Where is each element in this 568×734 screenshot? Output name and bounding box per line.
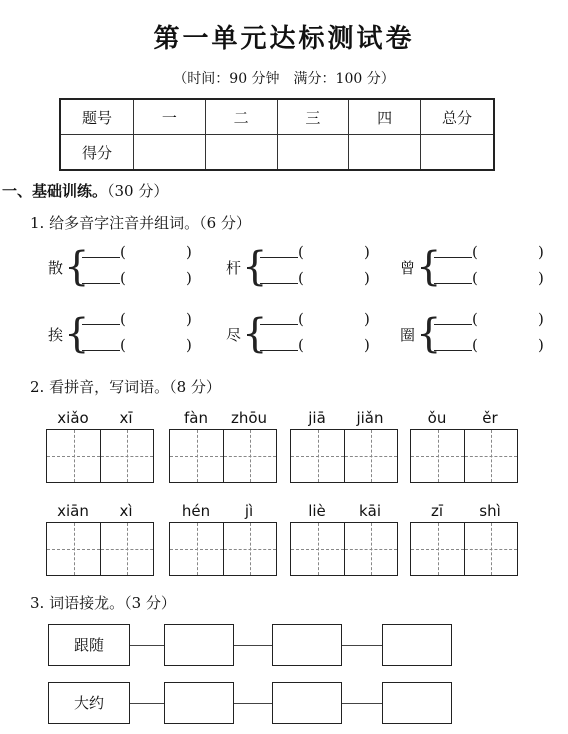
brace-icon: { bbox=[64, 311, 90, 357]
chain-answer-box[interactable] bbox=[164, 682, 234, 724]
pinyin-syllable: xī bbox=[119, 409, 133, 427]
writing-cell[interactable] bbox=[170, 523, 223, 575]
close-paren: ) bbox=[186, 269, 192, 287]
polyphone-item bbox=[48, 243, 213, 295]
polyphone-item bbox=[226, 310, 391, 362]
pinyin-syllable: ěr bbox=[482, 409, 498, 427]
pinyin-syllable: jiǎn bbox=[356, 409, 384, 427]
writing-cell[interactable] bbox=[47, 523, 100, 575]
open-paren: ( bbox=[472, 269, 478, 287]
polyphone-item bbox=[400, 310, 565, 362]
answer-line[interactable] bbox=[82, 324, 120, 325]
writing-grid[interactable] bbox=[169, 429, 277, 483]
chain-answer-box[interactable] bbox=[272, 682, 342, 724]
polyphone-char: 散 bbox=[48, 259, 64, 277]
exam-info: （时间：90 分钟 满分：100 分） bbox=[173, 71, 395, 87]
writing-cell[interactable] bbox=[100, 523, 153, 575]
brace-icon: { bbox=[416, 244, 442, 290]
chain-connector bbox=[342, 703, 384, 704]
score-cell[interactable] bbox=[134, 135, 206, 171]
writing-grid[interactable] bbox=[169, 522, 277, 576]
open-paren: ( bbox=[472, 243, 478, 261]
polyphone-char: 杆 bbox=[226, 259, 242, 277]
section-heading bbox=[2, 180, 168, 201]
chain-connector bbox=[342, 645, 384, 646]
section-points: （30 分） bbox=[107, 182, 169, 200]
writing-cell[interactable] bbox=[464, 430, 517, 482]
score-cell[interactable] bbox=[349, 135, 421, 171]
score-cell[interactable] bbox=[205, 135, 277, 171]
polyphone-item bbox=[226, 243, 391, 295]
brace-icon: { bbox=[242, 244, 268, 290]
open-paren: ( bbox=[298, 243, 304, 261]
polyphone-char: 尽 bbox=[226, 326, 242, 344]
open-paren: ( bbox=[472, 310, 478, 328]
pinyin-syllable: hén bbox=[181, 502, 211, 520]
close-paren: ) bbox=[538, 310, 544, 328]
polyphone-char: 曾 bbox=[400, 259, 416, 277]
question-2-label: 2. 看拼音，写词语。（8 分） bbox=[30, 378, 221, 396]
question-1-label: 1. 给多音字注音并组词。（6 分） bbox=[30, 214, 251, 232]
pinyin-syllable: xiǎo bbox=[57, 409, 89, 427]
answer-line[interactable] bbox=[434, 257, 472, 258]
header-cell: 一 bbox=[134, 99, 206, 135]
close-paren: ) bbox=[364, 243, 370, 261]
open-paren: ( bbox=[120, 269, 126, 287]
open-paren: ( bbox=[298, 310, 304, 328]
open-paren: ( bbox=[298, 336, 304, 354]
pinyin-syllable: shì bbox=[479, 502, 501, 520]
score-cell[interactable] bbox=[277, 135, 349, 171]
writing-grid[interactable] bbox=[46, 522, 154, 576]
pinyin-syllable: ǒu bbox=[427, 409, 447, 427]
answer-line[interactable] bbox=[82, 350, 120, 351]
brace-icon: { bbox=[64, 244, 90, 290]
writing-cell[interactable] bbox=[223, 430, 276, 482]
brace-icon: { bbox=[416, 311, 442, 357]
answer-line[interactable] bbox=[260, 283, 298, 284]
header-cell: 四 bbox=[349, 99, 421, 135]
pinyin-syllable: zhōu bbox=[230, 409, 268, 427]
question-3-label: 3. 词语接龙。（3 分） bbox=[30, 594, 176, 612]
pinyin-syllable: kāi bbox=[358, 502, 382, 520]
close-paren: ) bbox=[186, 243, 192, 261]
close-paren: ) bbox=[186, 310, 192, 328]
pinyin-syllable: liè bbox=[308, 502, 326, 520]
open-paren: ( bbox=[120, 243, 126, 261]
polyphone-char: 挨 bbox=[48, 326, 64, 344]
pinyin-syllable: jì bbox=[244, 502, 254, 520]
writing-grid[interactable] bbox=[46, 429, 154, 483]
answer-line[interactable] bbox=[260, 350, 298, 351]
row-label: 得分 bbox=[60, 135, 134, 171]
writing-cell[interactable] bbox=[411, 430, 464, 482]
answer-line[interactable] bbox=[82, 257, 120, 258]
answer-line[interactable] bbox=[434, 350, 472, 351]
writing-cell[interactable] bbox=[291, 430, 344, 482]
header-cell: 三 bbox=[277, 99, 349, 135]
writing-grid[interactable] bbox=[290, 522, 398, 576]
chain-answer-box[interactable] bbox=[164, 624, 234, 666]
writing-cell[interactable] bbox=[100, 430, 153, 482]
page-title: 第一单元达标测试卷 bbox=[153, 24, 415, 54]
open-paren: ( bbox=[120, 310, 126, 328]
writing-cell[interactable] bbox=[47, 430, 100, 482]
header-cell: 题号 bbox=[60, 99, 134, 135]
close-paren: ) bbox=[186, 336, 192, 354]
answer-line[interactable] bbox=[82, 283, 120, 284]
polyphone-item bbox=[48, 310, 213, 362]
chain-connector bbox=[128, 645, 166, 646]
writing-cell[interactable] bbox=[344, 523, 397, 575]
score-table-header-row bbox=[60, 99, 494, 135]
open-paren: ( bbox=[472, 336, 478, 354]
chain-connector bbox=[234, 703, 274, 704]
polyphone-char: 圈 bbox=[400, 326, 416, 344]
writing-cell[interactable] bbox=[344, 430, 397, 482]
answer-line[interactable] bbox=[260, 257, 298, 258]
chain-answer-box[interactable] bbox=[382, 682, 452, 724]
header-cell: 二 bbox=[205, 99, 277, 135]
writing-cell[interactable] bbox=[223, 523, 276, 575]
open-paren: ( bbox=[298, 269, 304, 287]
pinyin-syllable: xì bbox=[119, 502, 133, 520]
answer-line[interactable] bbox=[434, 324, 472, 325]
pinyin-syllable: jiā bbox=[308, 409, 326, 427]
answer-line[interactable] bbox=[260, 324, 298, 325]
brace-icon: { bbox=[242, 311, 268, 357]
writing-grid[interactable] bbox=[410, 522, 518, 576]
close-paren: ) bbox=[364, 269, 370, 287]
writing-cell[interactable] bbox=[170, 430, 223, 482]
open-paren: ( bbox=[120, 336, 126, 354]
pinyin-syllable: fàn bbox=[184, 409, 208, 427]
header-cell: 总分 bbox=[421, 99, 495, 135]
chain-answer-box[interactable] bbox=[272, 624, 342, 666]
score-table-score-row bbox=[60, 135, 494, 171]
writing-cell[interactable] bbox=[464, 523, 517, 575]
score-table bbox=[59, 98, 495, 171]
close-paren: ) bbox=[538, 243, 544, 261]
polyphone-item bbox=[400, 243, 565, 295]
answer-line[interactable] bbox=[434, 283, 472, 284]
chain-start-word: 跟随 bbox=[48, 624, 130, 666]
chain-connector bbox=[234, 645, 274, 646]
pinyin-syllable: zī bbox=[430, 502, 444, 520]
score-cell[interactable] bbox=[421, 135, 495, 171]
close-paren: ) bbox=[364, 310, 370, 328]
close-paren: ) bbox=[538, 336, 544, 354]
writing-cell[interactable] bbox=[291, 523, 344, 575]
chain-answer-box[interactable] bbox=[382, 624, 452, 666]
chain-connector bbox=[128, 703, 166, 704]
close-paren: ) bbox=[364, 336, 370, 354]
writing-grid[interactable] bbox=[290, 429, 398, 483]
chain-start-word: 大约 bbox=[48, 682, 130, 724]
section-label: 一、基础训练。 bbox=[2, 182, 108, 200]
pinyin-syllable: xiān bbox=[57, 502, 89, 520]
close-paren: ) bbox=[538, 269, 544, 287]
writing-grid[interactable] bbox=[410, 429, 518, 483]
writing-cell[interactable] bbox=[411, 523, 464, 575]
